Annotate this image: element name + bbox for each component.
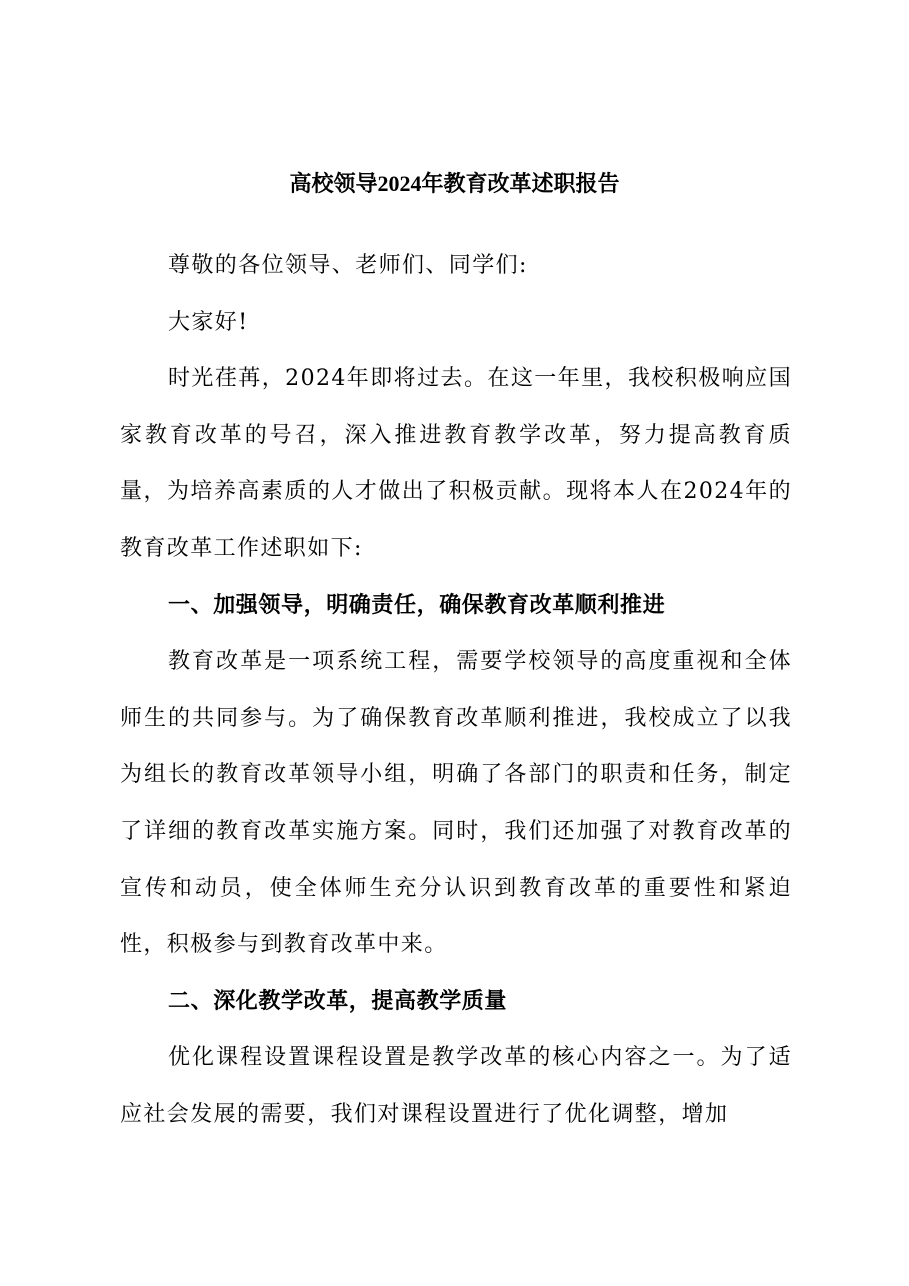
greeting-hello: 大家好! (168, 309, 249, 335)
section-1-paragraph: 教育改革是一项系统工程，需要学校领导的高度重视和全体师生的共同参与。为了确保教育改革顺利推进，我校成立了以我为组长的教育改革领导小组，明确了各部门的职责和任务，制定了详细的教育改革实施方案。同时，我们还加强了对教育改革的宣传和动员，使全体师生充分认识到教育改革的重要性和紧迫性，积极参与到教育改革中来。 (120, 649, 792, 958)
intro-paragraph: 时光荏苒，2024年即将过去。在这一年里，我校积极响应国家教育改革的号召，深入推进教育教学改革，努力提高教育质量，为培养高素质的人才做出了积极贡献。现将本人在2024年的教育改革工作述职如下: (120, 366, 792, 561)
document-body (120, 238, 792, 1144)
document-title: 高校领导2024年教育改革述职报告 (289, 171, 620, 196)
section-2-paragraph: 优化课程设置课程设置是教学改革的核心内容之一。为了适应社会发展的需要，我们对课程设置进行了优化调整，增加 (120, 1045, 792, 1127)
section-heading-2: 二、深化教学改革，提高教学质量 (168, 988, 508, 1014)
section-heading-1: 一、加强领导，明确责任，确保教育改革顺利推进 (168, 592, 666, 618)
greeting-salutation: 尊敬的各位领导、老师们、同学们: (168, 253, 528, 278)
